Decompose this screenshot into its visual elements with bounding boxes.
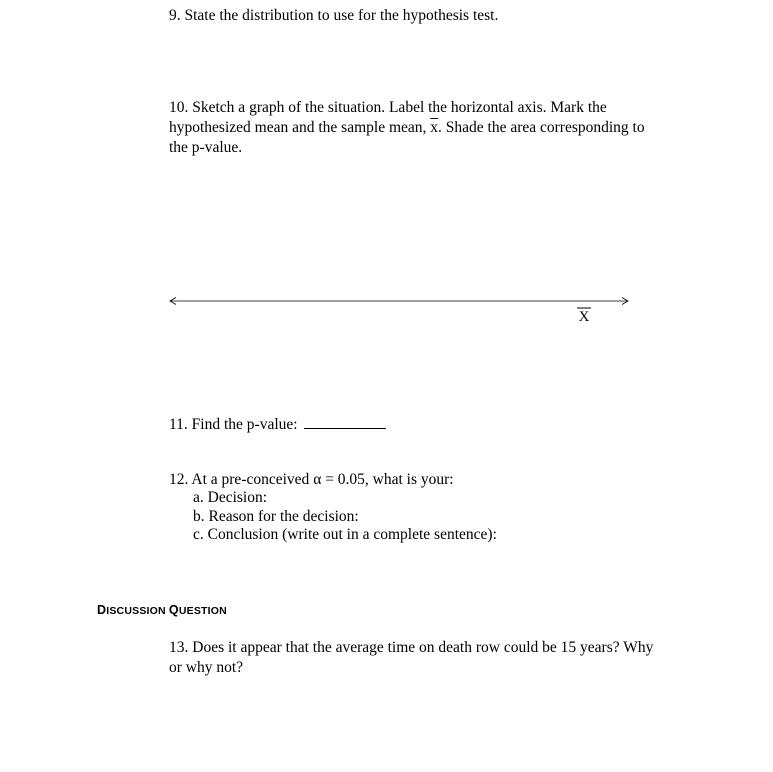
question-12-prompt-post: = 0.05, what is your: <box>321 471 454 488</box>
question-9-text: 9. State the distribution to use for the hypothesis test. <box>169 7 499 24</box>
question-10-line-2-post: . Shade the area corresponding to <box>438 119 645 136</box>
question-9 <box>169 6 498 26</box>
question-12-prompt <box>169 470 454 490</box>
alpha-symbol: α <box>313 471 322 488</box>
question-12-parts <box>193 489 497 545</box>
question-10-line-1: 10. Sketch a graph of the situation. Label the horizontal axis. Mark the <box>169 99 607 116</box>
question-10-line-2-pre: hypothesized mean and the sample mean, <box>169 119 431 136</box>
p-value-answer-blank[interactable] <box>304 414 386 429</box>
question-12-part-c: c. Conclusion (write out in a complete sentence): <box>193 526 497 543</box>
question-12-part-b: b. Reason for the decision: <box>193 507 359 525</box>
question-11 <box>169 414 386 435</box>
axis-label: X <box>578 309 590 325</box>
question-13-line-2: or why not? <box>169 659 244 676</box>
question-12-prompt-pre: 12. At a pre-conceived <box>169 471 314 488</box>
sample-mean-symbol: $\overline{x}$ <box>430 119 439 136</box>
discussion-heading: DISCUSSION QUESTION <box>97 603 227 617</box>
question-10 <box>169 98 645 158</box>
question-13 <box>169 638 653 678</box>
sketch-axis <box>160 285 640 329</box>
question-10-line-3: the p-value. <box>169 139 243 156</box>
question-11-text: 11. Find the p-value: <box>169 416 298 433</box>
question-10-line-2 <box>169 118 645 138</box>
question-12-part-a: a. Decision: <box>193 489 268 506</box>
question-12 <box>169 470 454 490</box>
question-13-line-1: 13. Does it appear that the average time on death row could be 15 years? Why <box>169 639 654 656</box>
